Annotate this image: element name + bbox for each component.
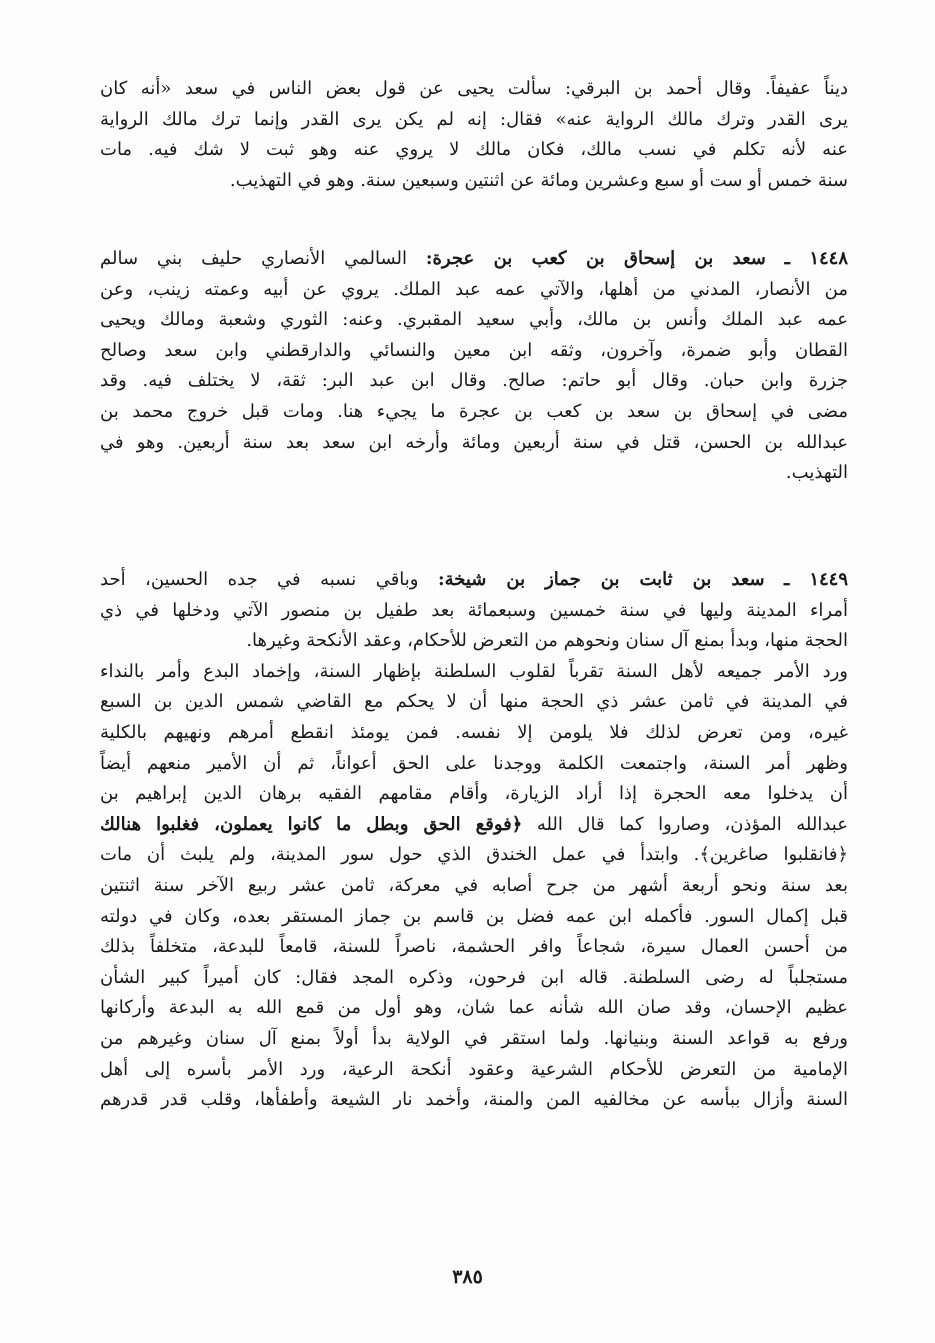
entry-text: عبدالله المؤذن، وصاروا كما قال الله xyxy=(536,813,848,835)
text-line: الحجة منها، وبدأ بمنع آل سنان ونحوهم من التعرض للأحكام، وعقد الأنكحة وغيرها. xyxy=(246,630,848,652)
text-line: سنة خمس أو ست أو سبع وعشرين ومائة عن اثنتين وسبعين سنة. وهو في التهذيب. xyxy=(229,169,848,191)
entry-1448 xyxy=(100,244,848,489)
text-line xyxy=(100,244,848,275)
text-line: القطان وأبو ضمرة، وآخرون، وثقه ابن معين والنسائي والدارقطني وابن سعد وصالح xyxy=(100,339,848,361)
text-line: ورد الأمر جميعه لأهل السنة تقرباً لقلوب السلطنة بإظهار السنة، وإخماد البدع وأمر بالنداء xyxy=(100,660,848,682)
text-line: الإمامية من التعرض للأحكام الشرعية وعقود أنكحة الرعية، ورد الأمر بأسره إلى أهل xyxy=(100,1058,848,1080)
paragraph-continuation xyxy=(100,74,848,196)
text-line: من أحسن العمال سيرة، شجاعاً وافر الحشمة، ناصراً للسنة، قامعاً للبدعة، متخلفاً بذلك xyxy=(100,936,848,958)
text-line: عنه لأنه تكلم في نسب مالك، فكان مالك لا يروي عنه وهو ثبت لا شك فيه. مات xyxy=(100,139,848,161)
text-line: عظيم الإحسان، وقد صان الله شأنه عما شان، وهو أول من قمع الله به البدعة وأركانها xyxy=(100,997,848,1019)
text-line: التهذيب. xyxy=(785,462,848,484)
text-line xyxy=(100,810,848,841)
text-line: في المدينة في ثامن عشر ذي الحجة منها أن لا يحكم مع القاضي شمس الدين بن السبع xyxy=(100,691,848,713)
text-line: السنة وأزال ببأسه عن مخالفيه المن والمنة، وأخمد نار الشيعة وأطفأها، وقلب قدر قدرهم xyxy=(100,1089,848,1111)
text-line: غيره، ومن تعرض لذلك فلا يلومن إلا نفسه. فمن يومئذ انقطع أمرهم ونهيهم بالكلية xyxy=(100,721,848,743)
quran-quote: ﴿فوقع الحق وبطل ما كانوا يعملون، فغلبوا هنالك xyxy=(100,813,523,835)
text-line: أمراء المدينة وليها في سنة خمسين وسبعمائة بعد طفيل بن منصور الآتي ودخلها في ذي xyxy=(100,599,848,621)
entry-number: ١٤٤٩ ـ xyxy=(784,569,848,590)
text-line: وظهر أمر السنة، واجتمعت الكلمة ووجدنا على الحق أعواناً، ثم أن الأمير منعهم أيضاً xyxy=(100,752,848,774)
entry-number: ١٤٤٨ ـ xyxy=(784,248,848,269)
entry-1449 xyxy=(100,565,848,1116)
text-line: بعد سنة ونحو أربعة أشهر من جرح أصابه في معركة، ثامن عشر ربيع الآخر سنة اثنتين xyxy=(100,874,848,896)
page-number: ٣٨٥ xyxy=(452,1266,483,1288)
text-line xyxy=(100,565,848,596)
text-line: عمه عبد الملك وأنس بن مالك، وأبي سعيد المقبري. وعنه: الثوري وشعبة ومالك ويحيى xyxy=(100,309,848,331)
text-line: ﴿فانقلبوا صاغرين﴾. وابتدأ في عمل الخندق الذي حول سور المدينة، ولم يلبث أن مات xyxy=(100,844,848,866)
entry-name: سعد بن إسحاق بن كعب بن عجرة: xyxy=(425,248,766,269)
text-line: ديناً عفيفاً. وقال أحمد بن البرقي: سألت يحيى عن قول بعض الناس في سعد «أنه كان xyxy=(100,78,848,99)
text-line: جزرة وابن حبان. وقال أبو حاتم: صالح. وقال ابن عبد البر: ثقة، لا يختلف فيه. وقد xyxy=(100,370,848,392)
entry-text: السالمي الأنصاري حليف بني سالم xyxy=(100,248,426,269)
entry-name: سعد بن ثابت بن جماز بن شيخة: xyxy=(437,569,765,590)
text-line: ورفع به قواعد السنة وبنيانها. ولما استقر في الولاية بدأ أولاً بمنع آل سنان وغيرهم من xyxy=(100,1027,848,1049)
text-line: مضى في إسحاق بن سعد بن كعب بن عجرة ما يجيء هنا. ومات قبل خروج محمد بن xyxy=(100,400,848,422)
text-line: قبل إكمال السور. فأكمله ابن عمه فضل بن قاسم بن جماز المستقر بعده، وكان في دولته xyxy=(100,905,848,927)
entry-text: وباقي نسبه في جده الحسين، أحد xyxy=(100,569,438,590)
text-line: مستجلباً له رضى السلطنة. قاله ابن فرحون، وذكره المجد فقال: كان أميراً كبير الشأن xyxy=(100,966,848,988)
text-line: أن يدخلوا معه الحجرة إذا أراد الزيارة، وأقام مقامهم الفقيه برهان الدين إبراهيم بن xyxy=(100,783,848,805)
text-line: عبدالله بن الحسن، قتل في سنة أربعين ومائة وأرخه ابن سعد بعد سنة أربعين. وهو في xyxy=(100,431,848,453)
text-line: من الأنصار، المدني من أهلها، والآتي عمه عبد الملك. يروي عن أبيه وعمته زينب، وعن xyxy=(100,278,848,300)
text-line: يرى القدر وترك مالك الرواية عنه» فقال: إنه لم يكن يرى القدر وإنما ترك مالك الرواية xyxy=(100,108,848,130)
